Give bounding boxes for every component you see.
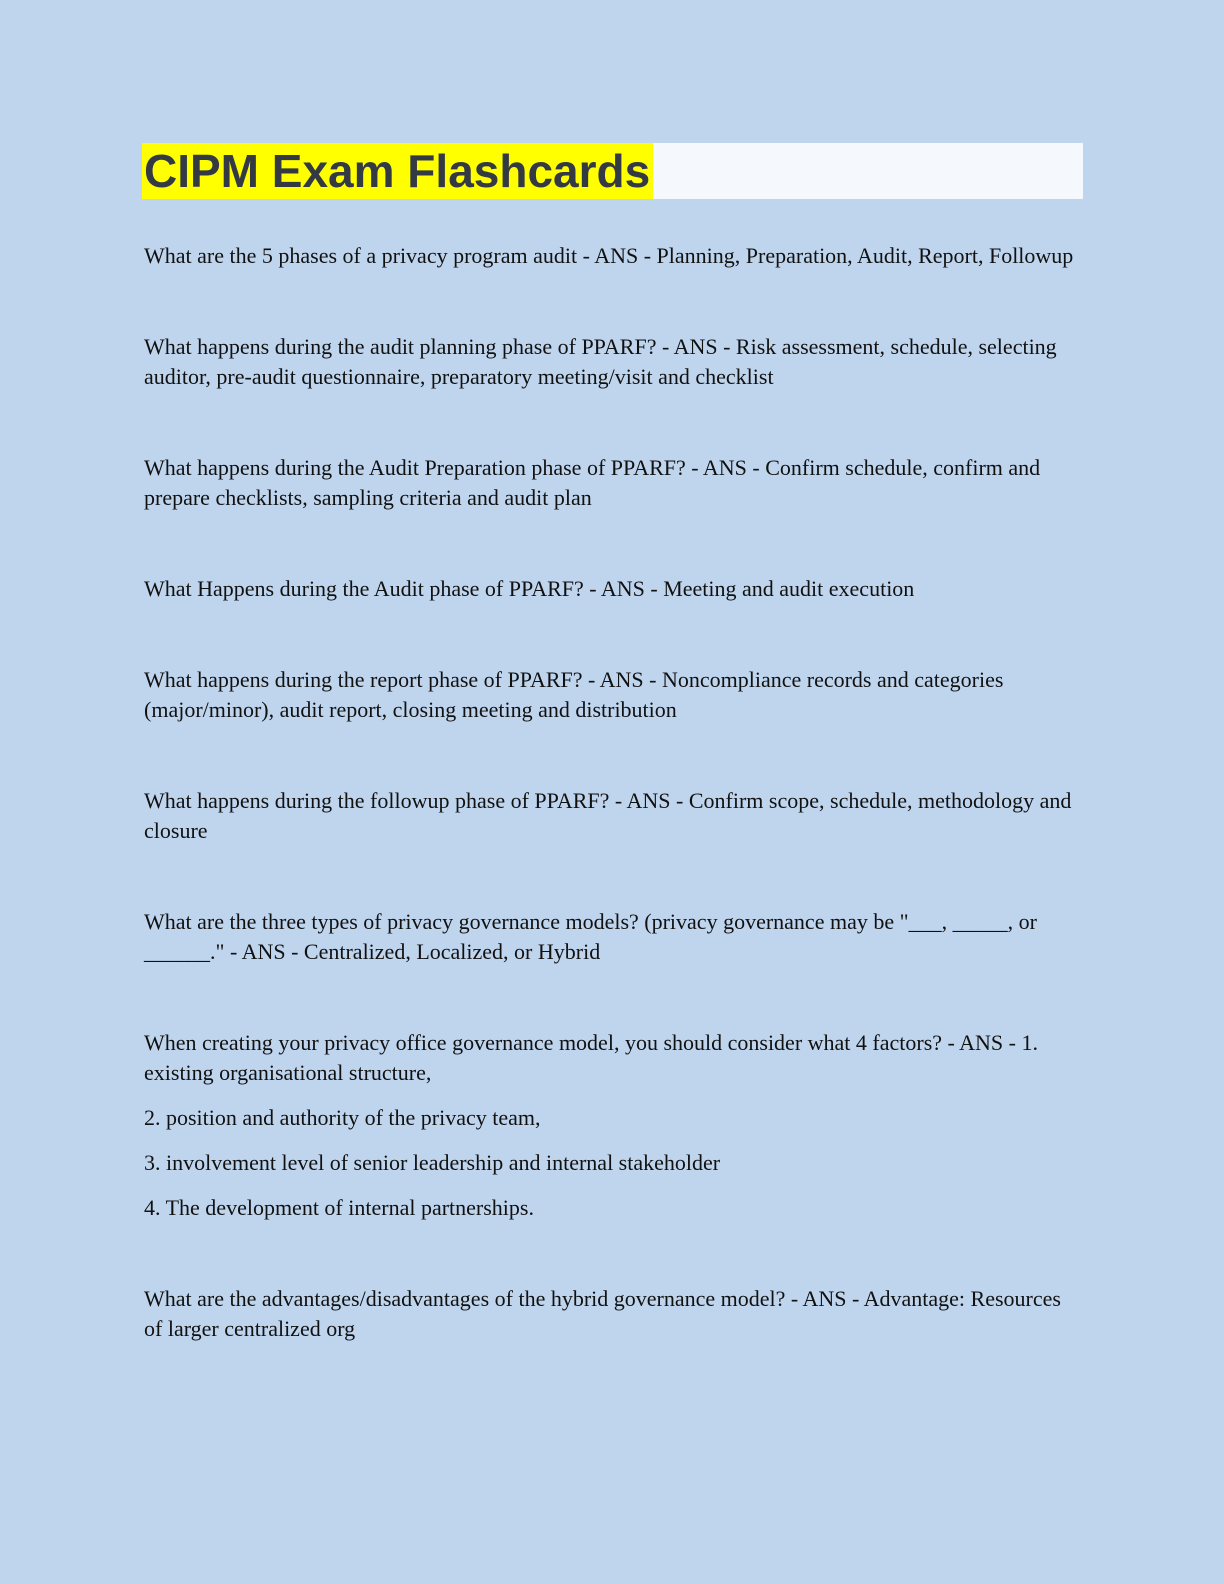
flashcard	[144, 907, 1084, 967]
flashcard	[144, 786, 1084, 846]
flashcard-text: When creating your privacy office governance model, you should consider what 4 factors? - ANS - 1. existing organisational structure,	[144, 1030, 1038, 1085]
flashcard	[144, 665, 1084, 725]
flashcard	[144, 241, 1084, 271]
flashcard-text: What are the advantages/disadvantages of the hybrid governance model? - ANS - Advantage: Resources of larger centralized org	[144, 1286, 1061, 1341]
flashcard-text: What Happens during the Audit phase of PPARF? - ANS - Meeting and audit execution	[144, 576, 915, 601]
flashcard-list	[144, 241, 1084, 1405]
flashcard-text: What happens during the Audit Preparation phase of PPARF? - ANS - Confirm schedule, confirm and prepare checklists, sampling criteria and audit plan	[144, 455, 1041, 510]
flashcard-list-point: 3. involvement level of senior leadership and internal stakeholder	[144, 1150, 721, 1175]
flashcard-list-point: 2. position and authority of the privacy team,	[144, 1105, 541, 1130]
flashcard	[144, 1284, 1084, 1344]
flashcard	[144, 453, 1084, 513]
title-banner	[142, 143, 1083, 199]
flashcard	[144, 574, 1084, 604]
flashcard-text: What happens during the audit planning phase of PPARF? - ANS - Risk assessment, schedule, selecting auditor, pre-audit questionnaire, preparatory meeting/visit and checklist	[144, 334, 1057, 389]
flashcard-text: What happens during the followup phase of PPARF? - ANS - Confirm scope, schedule, methodology and closure	[144, 788, 1072, 843]
flashcard-list-point: 4. The development of internal partnerships.	[144, 1195, 534, 1220]
flashcard	[144, 1028, 1084, 1223]
page-title: CIPM Exam Flashcards	[142, 143, 653, 199]
flashcard	[144, 332, 1084, 392]
flashcard-text: What are the three types of privacy governance models? (privacy governance may be "___, _____, or ______." - ANS - Centralized, Localized, or Hybrid	[144, 909, 1037, 964]
flashcard-text: What are the 5 phases of a privacy program audit - ANS - Planning, Preparation, Audit, Report, Followup	[144, 243, 1074, 268]
flashcard-text: What happens during the report phase of PPARF? - ANS - Noncompliance records and categories (major/minor), audit report, closing meeting and distribution	[144, 667, 1004, 722]
